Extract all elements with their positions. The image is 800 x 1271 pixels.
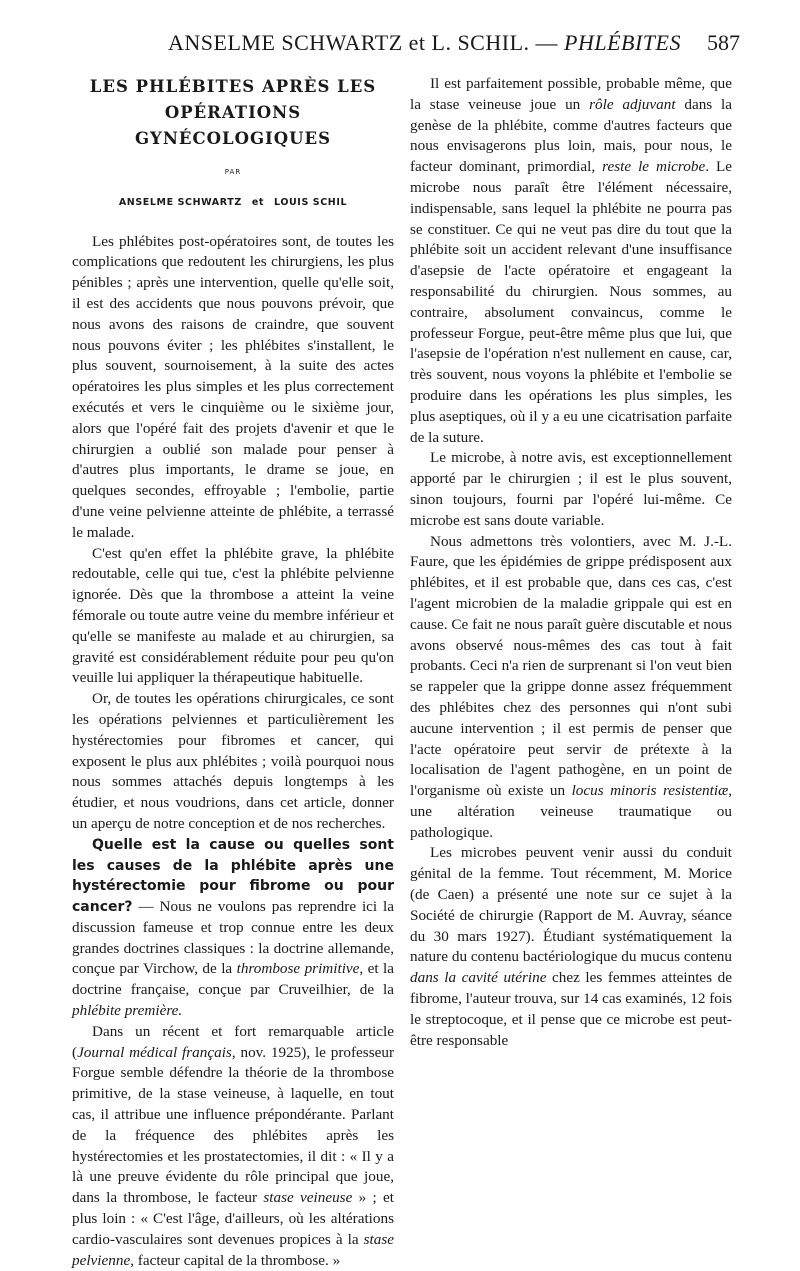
author-name: ANSELME SCHWARTZ xyxy=(118,196,242,208)
emphasis: rôle adjuvant xyxy=(589,95,676,113)
running-title-authors: ANSELME SCHWARTZ et L. SCHIL. — xyxy=(168,30,559,55)
paragraph xyxy=(72,835,394,1022)
text-run: — Nous ne voulons pas reprendre ici la discussion fameuse et trop connue entre les deux grandes doctrines classiques : la doctrine allemande, conçue par Virchow, de la xyxy=(72,898,394,978)
paragraph xyxy=(72,1022,394,1271)
page-number: 587 xyxy=(707,30,740,55)
right-column xyxy=(410,74,732,1051)
running-title-subject: PHLÉBITES xyxy=(564,30,681,55)
text-run: , une altération veineuse traumatique ou pathologique. xyxy=(410,782,732,841)
byline-par: PAR xyxy=(224,168,242,176)
text-run: , facteur capital de la thrombose. » xyxy=(130,1251,341,1269)
emphasis: Journal médical français xyxy=(77,1043,232,1061)
paragraph: Le microbe, à notre avis, est exceptionnellement apporté par le chirurgien ; il est le plus souvent, sinon toujours, fourni par l'opéré lui-même. Ce microbe est sans doute variable. xyxy=(410,449,732,529)
text-run: , nov. 1925), le professeur Forgue semble défendre la théorie de la thrombose primitive, de la stase veineuse, à laquelle, en tout cas, il attribue une influence prépondérante. Parlant de la fréquence des phlébites après les hystérectomies et les prostatectomies, il dit : « Il y a là une preuve évidente du rôle principal que joue, dans la thrombose, le facteur xyxy=(72,1043,395,1207)
article-title xyxy=(64,74,402,152)
text-run: Les microbes peuvent venir aussi du conduit génital de la femme. Tout récemment, M. Morice (de Caen) a présenté une note sur ce sujet à la Société de chirurgie (Rapport de M. Auvray, séance du 30 mars 1927). Étudiant systématiquement la nature du contenu bactériologique du mucus contenu xyxy=(410,844,732,966)
text-run: » ; et plus loin : « C'est l'âge, d'ailleurs, où les altérations cardio-vasculaires sont devenues propices à la xyxy=(72,1189,395,1248)
emphasis: dans la cavité utérine xyxy=(410,969,547,987)
emphasis: reste le microbe xyxy=(602,158,706,176)
emphasis: phlébite première. xyxy=(72,1002,183,1020)
author-name: LOUIS SCHIL xyxy=(274,196,348,208)
running-head xyxy=(60,30,740,60)
emphasis: locus minoris resistentiæ xyxy=(571,782,729,800)
left-column xyxy=(72,74,394,1271)
text-run: Nous admettons très volontiers, avec M. J.-L. Faure, que les épidémies de grippe prédisposent aux phlébites, et il est probable que, dans ces cas, c'est l'agent microbien de la maladie grippale qui est en cause. Ce fait ne nous paraît guère discutable et nous avons observé nous-mêmes des cas tout à fait probants. Ceci n'a rien de surprenant si l'on veut bien se rappeler que la grippe donne assez fréquemment des phlébites chez des personnes qui n'ont subi aucune intervention ; il est permis de penser que l'acte opératoire peut servir de prétexte à la localisation de l'agent pathogène, en un point de l'organisme où existe un xyxy=(410,532,732,800)
paragraph: Les phlébites post-opératoires sont, de toutes les complications que redoutent les chirurgiens, les plus pénibles ; après une intervention, quelle qu'elle soit, il est des accidents que nous pouvons prévoir, que nous avons des raisons de craindre, que souvent nous pouvons éviter ; les phlébites s'installent, le plus souvent, sournoisement, à la suite des actes opératoires les plus simples et les plus correctement exécutés et vers le cinquième ou le sixième jour, alors que l'opéré fait des projets d'avenir et que le chirurgien a oublié son malade pour penser à d'autres plus importants, le drame se joue, en quelques secondes, effroyable ; l'embolie, partie d'une veine pelvienne atteinte de phlébite, a terrassé le malade. xyxy=(72,232,394,541)
text-run: . Le microbe nous paraît être l'élément nécessaire, indispensable, sans lequel la phlébite ne pourra pas se constituer. Ce qui ne veut pas dire du tout que la phlébite soit un accident relevant d'une insuffisance d'asepsie de l'acte opératoire et engageant la responsabilité du chirurgien. Nous sommes, au contraire, absolument convaincus, comme le professeur Forgue, peut-être même plus que lui, que l'asepsie de l'opération n'est nullement en cause, car, très souvent, nous voyons la phlébite et l'embolie se produire dans les opérations les plus simples, les plus aseptiques, où il y a eu une cicatrisation parfaite de la suture. xyxy=(410,158,732,446)
title-line: OPÉRATIONS xyxy=(164,103,302,122)
text-run: Dans un récent et fort remarquable article ( xyxy=(72,1022,394,1061)
text-run: , et la doctrine française, conçue par Cruveilhier, de la xyxy=(72,960,394,999)
byline-et: et xyxy=(251,196,264,208)
section-lead: Quelle est la cause ou quelles sont les causes de la phlébite après une hystérectomie pour fibrome ou pour cancer? xyxy=(72,836,394,916)
paragraph xyxy=(410,532,732,844)
emphasis: stase veineuse xyxy=(263,1189,353,1207)
paragraph xyxy=(410,74,732,448)
emphasis: thrombose primitive xyxy=(236,960,360,978)
paragraph: C'est qu'en effet la phlébite grave, la phlébite redoutable, celle qui tue, c'est la phlébite pelvienne ignorée. Dès que la thrombose a atteint la veine fémorale ou toute autre veine du membre inférieur et qu'elle se manifeste au malade et au chirurgien, sa gravité est considérablement réduite pour peu qu'on veuille lui appliquer la thérapeutique habituelle. xyxy=(72,544,394,687)
paragraph: Or, de toutes les opérations chirurgicales, ce sont les opérations pelviennes et particulièrement les hystérectomies pour fibromes et cancer, qui exposent le plus aux phlébites ; voilà pourquoi nous nous sommes attachés depuis longtemps à les étudier, et nous voudrions, dans cet article, donner un aperçu de notre conception et de nos recherches. xyxy=(72,690,394,832)
text-run: chez les femmes atteintes de fibrome, l'auteur trouva, sur 14 cas examinés, 12 fois le streptocoque, et il pense que ce microbe est peut-être responsable xyxy=(410,969,733,1049)
text-run: dans la genèse de la phlébite, comme d'autres facteurs que nous envisagerons plus loin, mais, pour nous, le facteur dominant, primordial, xyxy=(410,95,732,176)
byline-authors xyxy=(72,193,394,214)
emphasis: stase pelvienne xyxy=(72,1230,394,1269)
title-line: GYNÉCOLOGIQUES xyxy=(134,129,332,148)
text-run: Il est parfaitement possible, probable même, que la stase veineuse joue un xyxy=(410,75,732,113)
paragraph xyxy=(410,843,732,1051)
title-line: LES PHLÉBITES APRÈS LES xyxy=(89,77,377,96)
running-title xyxy=(168,30,681,56)
